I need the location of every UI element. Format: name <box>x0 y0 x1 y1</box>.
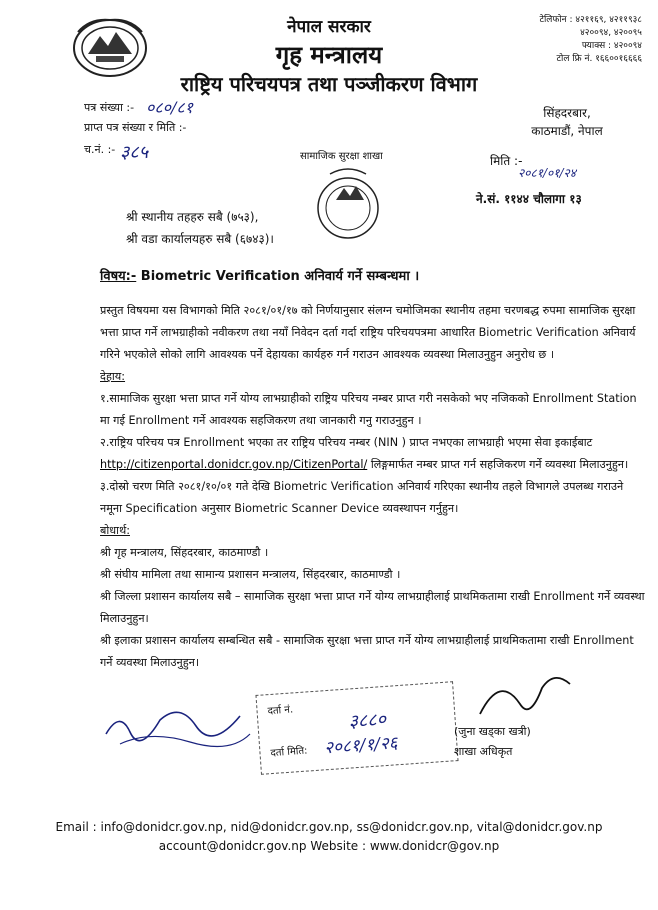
cc-2: श्री संघीय मामिला तथा सामान्य प्रशासन मन्त्रालय, सिंहदरबार, काठमाण्डौ । <box>100 568 401 581</box>
body-intro: प्रस्तुत विषयमा यस विभागको मिति २०८१/०१/१७ को निर्णयानुसार संलग्न चमोजिमका स्थानीय तहमा चरणबद्ध रुपमा सामाजिक सुरक्षा भत्ता प्राप्त गर्ने लाभग्राहीको नवीकरण तथा नयाँ निवेदन दर्ता गर्दा राष्ट्रिय परिचयपत्रमा आधारित Biometric Verification अनिवार्य गरिने भएकोले सोको लागि आवश्यक पर्ने देहायका कार्यहरु गर्न गराउन आवश्यक व्यवस्था मिलाउनुहुन अनुरोध छ । <box>100 304 636 361</box>
section-name: सामाजिक सुरक्षा शाखा <box>300 151 383 162</box>
contact-phone: टेलिफोन : ४२११६९, ४२११९३८ <box>539 15 642 25</box>
point-2 <box>100 432 648 476</box>
footer <box>0 818 658 856</box>
stamp-date-label: दर्ता मिति: <box>270 745 308 760</box>
dispatch-label: च.नं. :- <box>84 143 116 156</box>
footer-emails: Email : info@donidcr.gov.np, nid@donidcr.gov.np, ss@donidcr.gov.np, vital@donidcr.gov.np <box>55 820 603 834</box>
signatory-name: (जुना खड्का खत्री) <box>454 725 531 738</box>
location-line2: काठमाडौं, नेपाल <box>531 124 603 138</box>
received-label: प्राप्त पत्र संख्या र मिति :- <box>84 121 187 134</box>
nepal-sambat-date: ने.सं. ११४४ चौलागा १३ <box>476 192 582 206</box>
subject-label: विषय:- <box>100 269 137 284</box>
letter-no-value: ०८०/८१ <box>146 98 193 117</box>
contact-fax: फ्याक्स : ४२००९४ <box>581 41 642 51</box>
footer-website: account@donidcr.gov.np Website : www.donidcr@gov.np <box>158 839 500 853</box>
handwritten-notes-icon <box>100 690 260 750</box>
point-1: १.सामाजिक सुरक्षा भत्ता प्राप्त गर्ने योग्य लाभग्राहीको राष्ट्रिय परिचय नम्बर प्राप्त गरी नसकेको भए नजिकको Enrollment Station मा गई Enrollment गर्ने आवश्यक सहजिकरण तथा जानकारी गनु गराउनुहुन । <box>100 392 637 427</box>
office-location <box>512 104 622 140</box>
cc-heading: बोधार्थ: <box>100 524 130 537</box>
cc-3: श्री जिल्ला प्रशासन कार्यालय सबै – सामाजिक सुरक्षा भत्ता प्राप्त गर्ने योग्य लाभग्राहीलाई प्राथमिकतामा राखी Enrollment गर्ने व्यवस्था मिलाउनुहुन। <box>100 590 645 625</box>
addressee-2: श्री वडा कार्यालयहरु सबै (६७४३)। <box>126 232 274 246</box>
point-2-text: २.राष्ट्रिय परिचय पत्र Enrollment भएका तर राष्ट्रिय परिचय नम्बर (NIN ) प्राप्त नभएका लाभग्राही भएमा सेवा इकाईबाट <box>100 436 593 449</box>
stamp-date: २०८१/१/२६ <box>323 733 399 759</box>
office-seal-icon <box>316 164 380 248</box>
subject-line <box>100 266 419 284</box>
citizen-portal-link[interactable]: http://citizenportal.donidcr.gov.np/CitizenPortal/ <box>100 458 368 471</box>
subject-text: Biometric Verification अनिवार्य गर्ने सम्बन्धमा । <box>140 269 420 284</box>
contact-block <box>512 14 642 66</box>
officer-signature-icon <box>470 664 580 724</box>
points-heading: देहाय: <box>100 370 126 383</box>
letter-body <box>100 300 648 674</box>
government-name: नेपाल सरकार <box>287 17 371 37</box>
stamp-number: ३८८० <box>347 708 387 733</box>
date-value: २०८१/०१/२४ <box>518 166 577 180</box>
point-2-text-end: लिङ्गमार्फत नम्बर प्राप्त गर्न सहजिकरण गर्ने व्यवस्था मिलाउनुहुन। <box>370 458 629 471</box>
dispatch-value: ३८५ <box>120 142 149 163</box>
registration-stamp <box>255 681 458 775</box>
point-3: ३.दोस्रो चरण मिति २०८१/१०/०१ गते देखि Biometric Verification अनिवार्य गरिएका स्थानीय तहले विभागले उपलब्ध गराउने नमूना Specification अनुसार Biometric Scanner Device व्यवस्थापन गर्नुहुन। <box>100 480 624 515</box>
cc-1: श्री गृह मन्त्रालय, सिंहदरबार, काठमाण्डौ । <box>100 546 269 559</box>
department-name: राष्ट्रिय परिचयपत्र तथा पञ्जीकरण विभाग <box>180 72 478 96</box>
contact-phone-2: ४२००९४, ४२००९५ <box>580 28 642 38</box>
contact-tollfree: टोल फ्रि नं. १६६००१६६६६ <box>556 54 642 64</box>
cc-4: श्री इलाका प्रशासन कार्यालय सम्बन्धित सबै - सामाजिक सुरक्षा भत्ता प्राप्त गर्ने योग्य लाभग्राहीलाई प्राथमिकतामा राखी Enrollment गर्ने व्यवस्था मिलाउनुहुन। <box>100 634 634 669</box>
stamp-label: दर्ता नं. <box>267 704 294 718</box>
date-label: मिति :- <box>490 154 523 168</box>
ministry-name: गृह मन्त्रालय <box>275 41 383 69</box>
letter-no-label: पत्र संख्या :- <box>84 101 135 114</box>
signatory-block <box>454 722 531 762</box>
signatory-title: शाखा अधिकृत <box>454 745 513 758</box>
addressee-1: श्री स्थानीय तहहरु सबै (७५३), <box>126 210 259 224</box>
location-line1: सिंहदरबार, <box>543 106 591 120</box>
